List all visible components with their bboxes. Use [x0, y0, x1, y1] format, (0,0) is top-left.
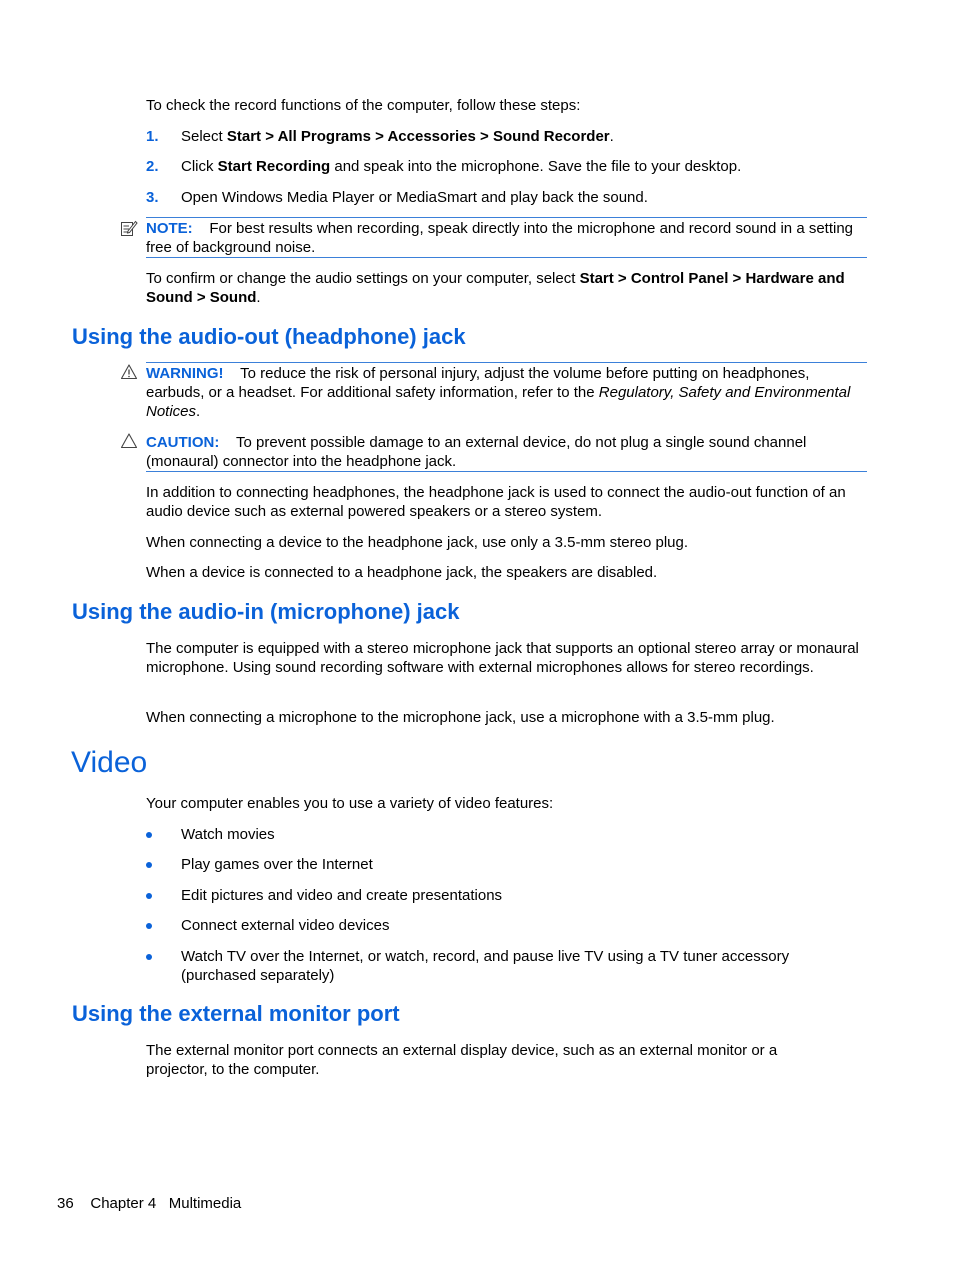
bullet-icon — [146, 862, 152, 868]
section-heading-monitor: Using the external monitor port — [72, 1001, 400, 1026]
footer-title: Multimedia — [168, 1195, 242, 1212]
headphone-paragraph-1: In addition to connecting headphones, the headphone jack is used to connect the audio-out function of an audio device such as external powered speakers or a stereo system. — [146, 484, 846, 520]
section-heading-headphone: Using the audio-out (headphone) jack — [72, 324, 466, 349]
step-number: 3. — [146, 189, 159, 206]
bullet-icon — [146, 954, 152, 960]
intro-text: To check the record functions of the computer, follow these steps: — [146, 97, 581, 114]
footer — [57, 1194, 241, 1213]
confirm-paragraph: To confirm or change the audio settings on your computer, select Start > Control Panel > Hardware and Sound > Sound. — [146, 270, 845, 306]
list-item: Connect external video devices — [181, 917, 390, 934]
video-title: Video — [71, 746, 148, 779]
headphone-paragraph-3: When a device is connected to a headphone jack, the speakers are disabled. — [146, 564, 658, 581]
step-number: 2. — [146, 158, 159, 175]
warning-text: WARNING! To reduce the risk of personal injury, adjust the volume before putting on headphones, earbuds, or a headset. For additional safety information, refer to the Regulatory, Safety and Environmental Notices. — [146, 365, 851, 420]
warning-top-rule — [146, 362, 867, 363]
microphone-paragraph-2: When connecting a microphone to the microphone jack, use a microphone with a 3.5-mm plug. — [146, 709, 775, 726]
list-item: Play games over the Internet — [181, 856, 373, 873]
bullet-icon — [146, 923, 152, 929]
step-text: Click Start Recording and speak into the microphone. Save the file to your desktop. — [181, 158, 742, 175]
note-text: NOTE: For best results when recording, speak directly into the microphone and record sound in a setting free of background noise. — [146, 220, 854, 256]
step-text: Open Windows Media Player or MediaSmart and play back the sound. — [181, 189, 648, 206]
microphone-paragraph-1: The computer is equipped with a stereo microphone jack that supports an optional stereo array or monaural microphone. Using sound recording software with external microphones allows for stereo recordings. — [146, 640, 859, 676]
headphone-paragraph-2: When connecting a device to the headphone jack, use only a 3.5-mm stereo plug. — [146, 534, 688, 551]
step-number: 1. — [146, 128, 159, 145]
list-item: Edit pictures and video and create presentations — [181, 887, 503, 904]
bullet-icon — [146, 832, 152, 838]
list-item: Watch TV over the Internet, or watch, record, and pause live TV using a TV tuner accessory (purchased separately) — [181, 948, 790, 984]
caution-triangle-icon — [120, 432, 138, 450]
note-top-rule — [146, 217, 867, 218]
section-heading-microphone: Using the audio-in (microphone) jack — [72, 599, 460, 624]
caution-text: CAUTION: To prevent possible damage to an external device, do not plug a single sound channel (monaural) connector into the headphone jack. — [146, 434, 807, 470]
step-text: Select Start > All Programs > Accessories > Sound Recorder. — [181, 128, 614, 145]
caution-bottom-rule — [146, 471, 867, 472]
warning-triangle-icon — [120, 363, 138, 381]
note-icon — [120, 219, 138, 237]
footer-chapter: Chapter 4 — [90, 1195, 157, 1212]
video-intro: Your computer enables you to use a variety of video features: — [146, 795, 554, 812]
page-number: 36 — [57, 1195, 74, 1212]
monitor-paragraph: The external monitor port connects an external display device, such as an external monitor or a projector, to the computer. — [146, 1042, 778, 1078]
bullet-icon — [146, 893, 152, 899]
note-bottom-rule — [146, 257, 867, 258]
list-item: Watch movies — [181, 826, 275, 843]
